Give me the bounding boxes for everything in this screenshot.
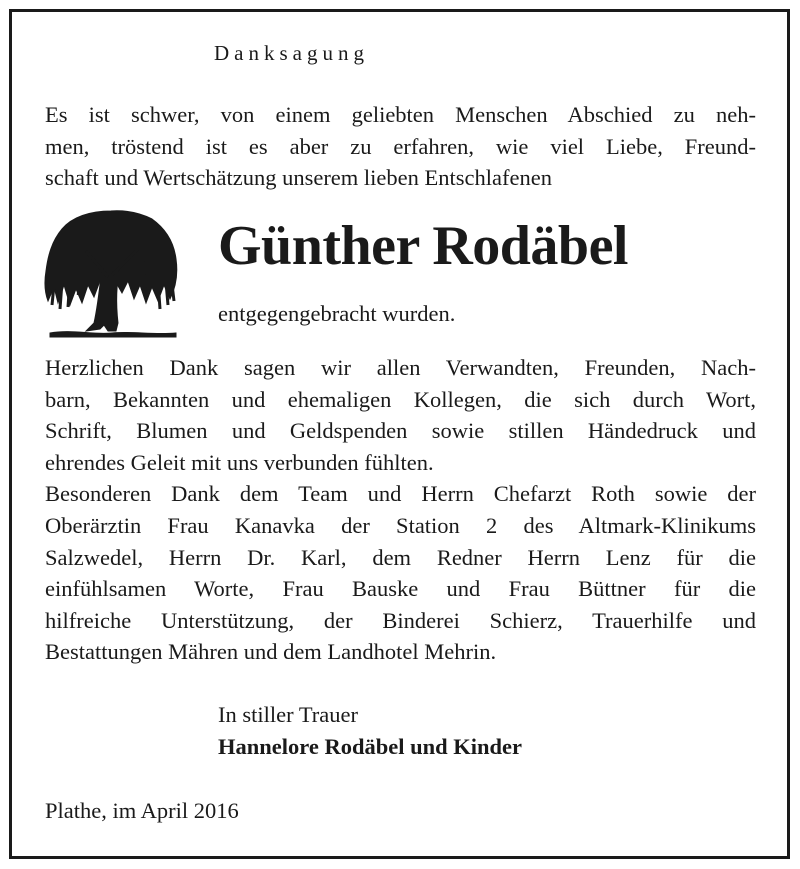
thanks-line: barn, Bekannten und ehemaligen Kollegen, die sich durch Wort,: [45, 386, 756, 412]
thanks-line: Oberärztin Frau Kanavka der Station 2 des Altmark-Klinikums: [45, 512, 756, 538]
after-name-text: entgegengebracht wurden.: [218, 301, 456, 326]
intro-line: men, tröstend ist es aber zu erfahren, wie viel Liebe, Freund-: [45, 133, 756, 159]
thanks-line: Schrift, Blumen und Geldspenden sowie stillen Händedruck und: [45, 418, 756, 444]
thanks-line: Besonderen Dank dem Team und Herrn Chefarzt Roth sowie der: [45, 481, 756, 507]
deceased-name: Günther Rodäbel: [218, 215, 628, 277]
thanks-line: hilfreiche Unterstützung, der Binderei Schierz, Trauerhilfe und: [45, 607, 756, 633]
intro-line: schaft und Wertschätzung unserem lieben Entschlafenen: [45, 165, 552, 191]
intro-line: Es ist schwer, von einem geliebten Menschen Abschied zu neh-: [45, 102, 756, 127]
thanks-paragraph: [45, 352, 756, 668]
thanks-line: Salzwedel, Herrn Dr. Karl, dem Redner Herrn Lenz für die: [45, 544, 756, 570]
closing-phrase: In stiller Trauer: [218, 702, 358, 727]
willow-tree-icon: [42, 205, 180, 347]
thanks-line: einfühlsamen Worte, Frau Bauske und Frau Büttner für die: [45, 576, 756, 602]
thanks-line: ehrendes Geleit mit uns verbunden fühlten.: [45, 449, 434, 475]
thanks-line: Bestattungen Mähren und dem Landhotel Mehrin.: [45, 639, 497, 665]
thanks-line: Herzlichen Dank sagen wir allen Verwandten, Freunden, Nach-: [45, 355, 756, 380]
notice-heading: Danksagung: [214, 41, 369, 65]
intro-paragraph: [45, 99, 756, 194]
place-date: Plathe, im April 2016: [45, 798, 239, 823]
signed-by: Hannelore Rodäbel und Kinder: [218, 734, 523, 759]
